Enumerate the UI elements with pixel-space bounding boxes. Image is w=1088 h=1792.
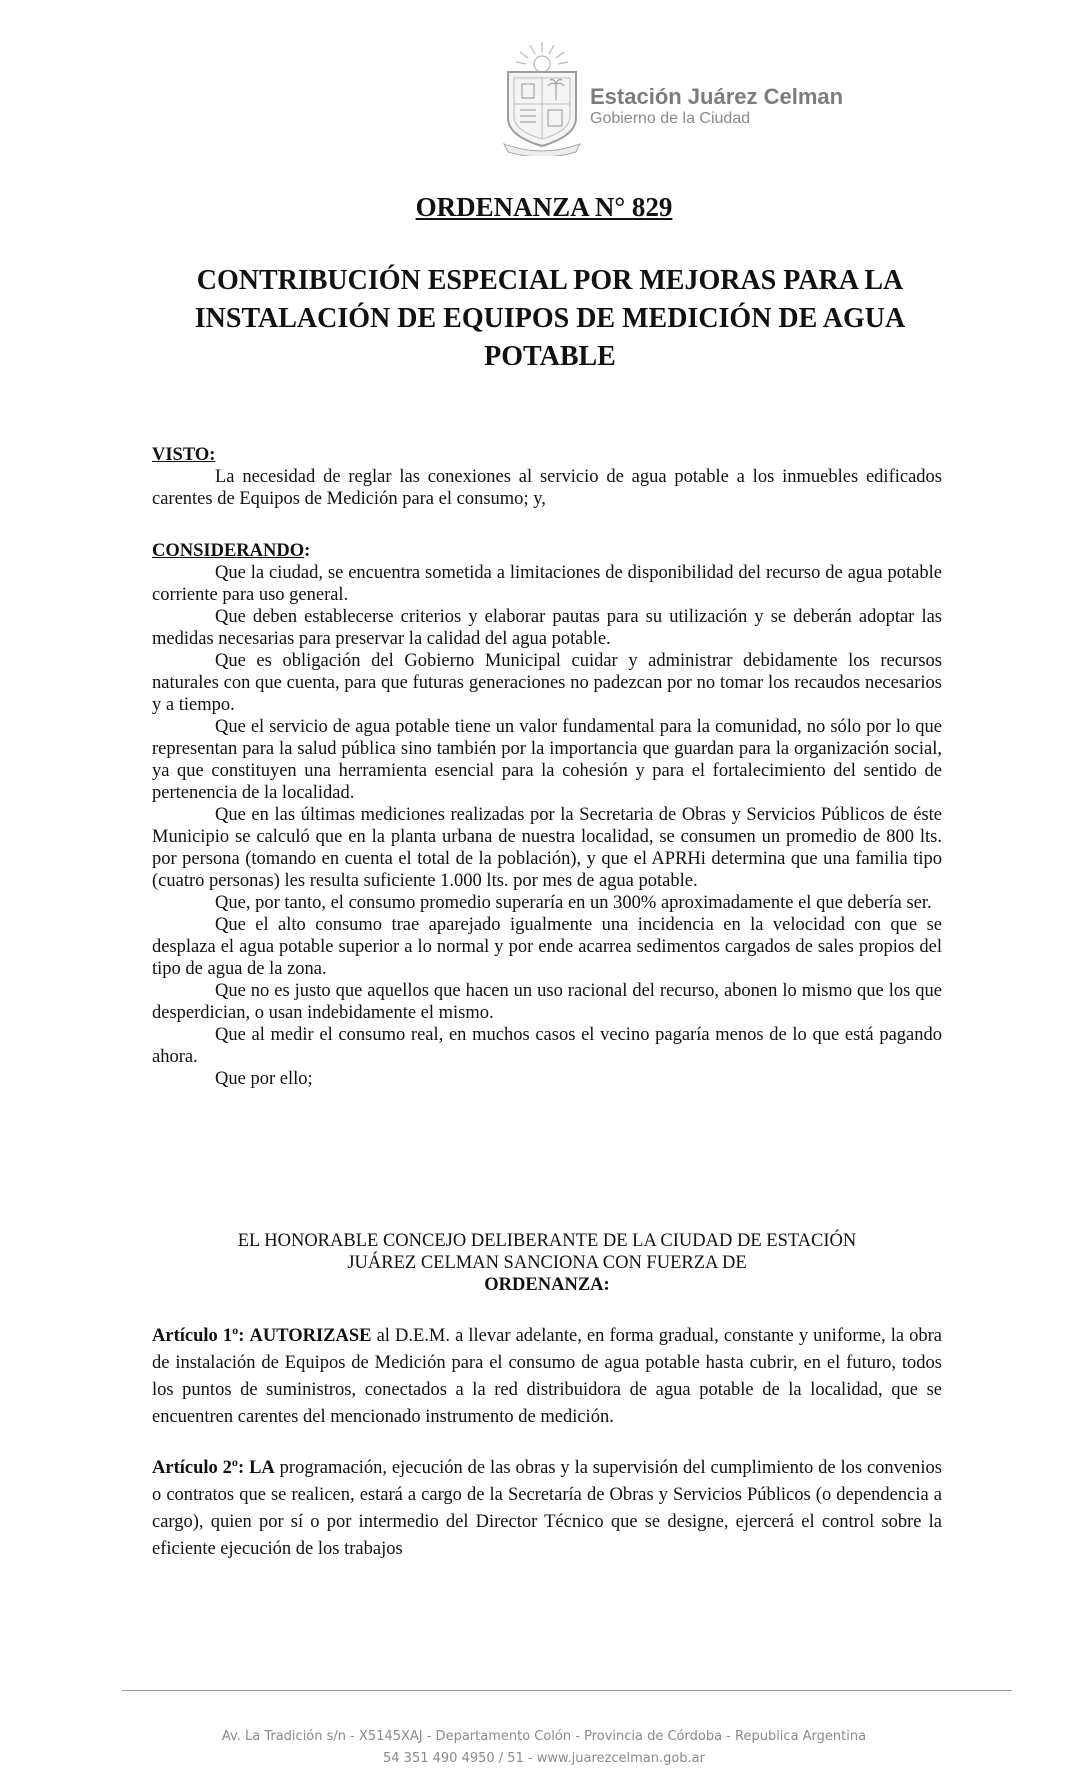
article-label: Artículo 2º:	[152, 1458, 245, 1478]
footer-contact: 54 351 490 4950 / 51 - www.juarezcelman.gob.ar	[383, 1751, 705, 1766]
brand-block	[590, 84, 843, 128]
considerando-paragraph: Que en las últimas mediciones realizadas por la Secretaria de Obras y Servicios Públicos de éste Municipio se calculó que en la planta urbana de nuestra localidad, se consumen un promedio de 800 lts. por persona (tomando en cuenta el total de la población), y que el APRHi determina que una familia tipo (cuatro personas) les resulta suficiente 1.000 lts. por mes de agua potable.	[152, 805, 942, 891]
brand-name: Estación Juárez Celman	[590, 84, 844, 109]
article-verb: AUTORIZASE	[249, 1326, 372, 1346]
enactment-line-2: JUÁREZ CELMAN SANCIONA CON FUERZA DE	[347, 1253, 747, 1273]
enactment-line-3: ORDENANZA:	[484, 1275, 610, 1295]
visto-paragraph: La necesidad de reglar las conexiones al servicio de agua potable a los inmuebles edificados carentes de Equipos de Medición para el consumo; y,	[152, 467, 942, 509]
considerando-paragraph: Que el alto consumo trae aparejado igualmente una incidencia en la velocidad con que se desplaza el agua potable superior a lo normal y por ende acarrea sedimentos cargados de sales propios del tipo de agua de la zona.	[152, 915, 942, 979]
considerando-paragraph: Que el servicio de agua potable tiene un valor fundamental para la comunidad, no sólo por lo que representan para la salud pública sino también por la importancia que guardan para la organización social, ya que constituyen una herramienta esencial para la cohesión y para el fortalecimiento del sentido de pertenencia de la localidad.	[152, 717, 942, 803]
footer-divider	[122, 1690, 1012, 1691]
city-crest-logo	[490, 38, 594, 156]
article-verb: LA	[249, 1458, 275, 1478]
ordinance-title: ORDENANZA N° 829	[415, 192, 673, 222]
considerando-section: CONSIDERANDO: Que la ciudad, se encuentra sometida a limitaciones de disponibilidad del recurso de agua potable corriente para uso general. Que deben establecerse criterios y elaborar pautas para su utilización y se deberán adoptar las medidas necesarias para preservar la calidad del agua potable. Que es obligación del Gobierno Municipal cuidar y administrar debidamente los recursos naturales con que cuenta, para que futuras generaciones no padezcan por no tomar los recaudos necesarios y a tiempo. Que el servicio de agua potable tiene un valor fundamental para la comunidad, no sólo por lo que representan para la salud pública sino también por la importancia que guardan para la organización social, ya que constituyen una herramienta esencial para la cohesión y para el fortalecimiento del sentido de pertenencia de la localidad. Que en las últimas mediciones realizadas por la Secretaria de Obras y Servicios Públicos de éste Municipio se calculó que en la planta urbana de nuestra localidad, se consumen un promedio de 800 lts. por persona (tomando en cuenta el total de la población), y que el APRHi determina que una familia tipo (cuatro personas) les resulta suficiente 1.000 lts. por mes de agua potable. Que, por tanto, el consumo promedio superaría en un 300% aproximadamente el que debería ser. Que el alto consumo trae aparejado igualmente una incidencia en la velocidad con que se desplaza el agua potable superior a lo normal y por ende acarrea sedimentos cargados de sales propios del tipo de agua de la zona. Que no es justo que aquellos que hacen un uso racional del recurso, abonen lo mismo que los que desperdician, o usan indebidamente el mismo. Que al medir el consumo real, en muchos casos el vecino pagaría menos de lo que está pagando ahora. Que por ello;	[152, 541, 942, 1089]
considerando-paragraph: Que por ello;	[215, 1069, 313, 1089]
footer	[0, 1726, 1088, 1770]
visto-label: VISTO:	[152, 445, 216, 465]
enactment-line-1: EL HONORABLE CONCEJO DELIBERANTE DE LA CIUDAD DE ESTACIÓN	[237, 1231, 857, 1251]
article-1	[152, 1323, 942, 1431]
enactment-clause	[152, 1230, 942, 1296]
footer-address: Av. La Tradición s/n - X5145XAJ - Departamento Colón - Provincia de Córdoba - Republica Argentina	[221, 1729, 867, 1744]
considerando-paragraph: Que, por tanto, el consumo promedio superaría en un 300% aproximadamente el que debería ser.	[215, 893, 932, 913]
brand-subtitle: Gobierno de la Ciudad	[590, 110, 751, 127]
letterhead	[490, 38, 870, 158]
article-text: al D.E.M. a llevar adelante, en forma gradual, constante y uniforme, la obra de instalación de Equipos de Medición para el consumo de agua potable hasta cubrir, en el futuro, todos los puntos de suministros, conectados a la red distribuidora de agua potable de la localidad, que se encuentren carentes del mencionado instrumento de medición.	[152, 1326, 943, 1427]
considerando-label: CONSIDERANDO	[152, 541, 305, 561]
visto-section	[152, 444, 942, 510]
considerando-paragraph: Que deben establecerse criterios y elaborar pautas para su utilización y se deberán adoptar las medidas necesarias para preservar la calidad del agua potable.	[152, 607, 942, 649]
articles-section	[152, 1323, 942, 1587]
article-2	[152, 1455, 942, 1563]
considerando-paragraph: Que al medir el consumo real, en muchos casos el vecino pagaría menos de lo que está pagando ahora.	[152, 1025, 942, 1067]
article-text: programación, ejecución de las obras y la supervisión del cumplimiento de los convenios o contratos que se realicen, estará a cargo de la Secretaría de Obras y Servicios Públicos (o dependencia a cargo), quien por sí o por intermedio del Director Técnico que se designe, ejercerá el control sobre la eficiente ejecución de los trabajos	[152, 1458, 942, 1559]
considerando-paragraph: Que la ciudad, se encuentra sometida a limitaciones de disponibilidad del recurso de agua potable corriente para uso general.	[152, 563, 942, 605]
considerando-paragraph: Que es obligación del Gobierno Municipal cuidar y administrar debidamente los recursos naturales con que cuenta, para que futuras generaciones no padezcan por no tomar los recaudos necesarios y a tiempo.	[152, 651, 942, 715]
considerando-paragraph: Que no es justo que aquellos que hacen un uso racional del recurso, abonen lo mismo que los que desperdician, o usan indebidamente el mismo.	[152, 981, 942, 1023]
visto-highlight: Equipos de Medición para el consumo	[239, 489, 524, 509]
ordinance-subject: CONTRIBUCIÓN ESPECIAL POR MEJORAS PARA LA INSTALACIÓN DE EQUIPOS DE MEDICIÓN DE AGUA POTABLE	[194, 265, 906, 372]
article-label: Artículo 1º:	[152, 1326, 245, 1346]
